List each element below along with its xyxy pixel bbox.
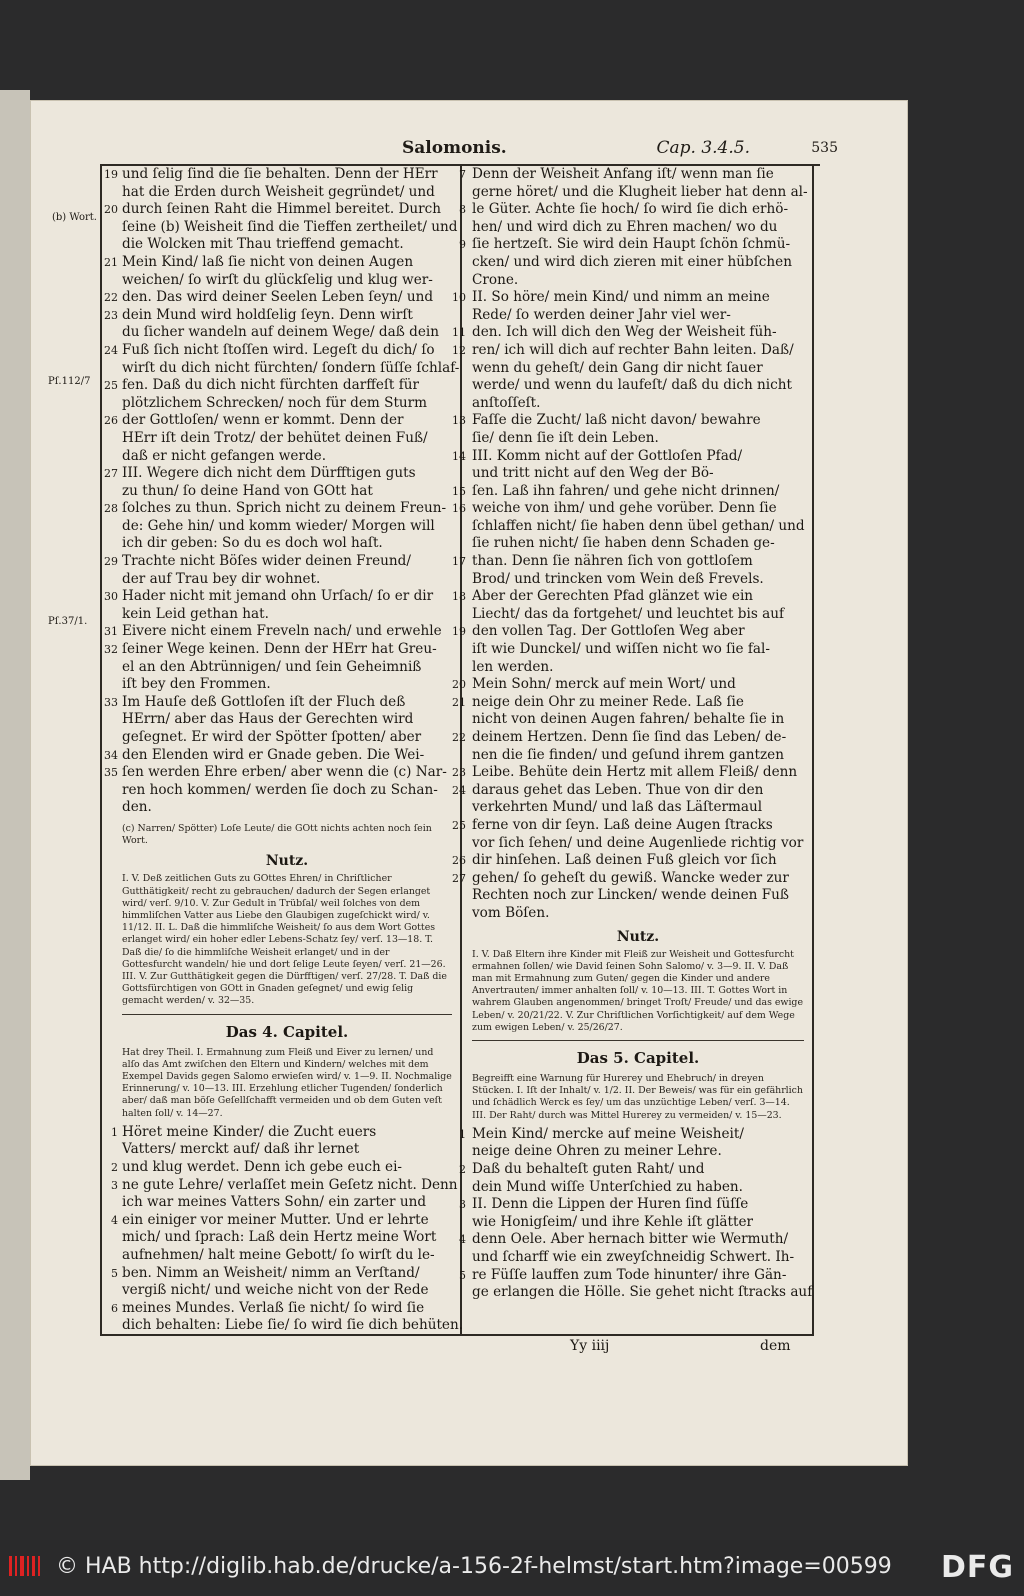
- line-text: ich war meines Vatters Sohn/ ein zarter und: [122, 1194, 427, 1211]
- chapter-reference: Cap. 3.4.5.: [656, 138, 750, 158]
- verse-number: 34: [104, 748, 118, 762]
- verse-number: 10: [452, 291, 466, 305]
- line-text: aufnehmen/ halt meine Gebott/ ſo wirſt du le-: [122, 1246, 435, 1263]
- line-text: ne gute Lehre/ verlaſſet mein Geſetz nicht. Denn: [122, 1176, 458, 1193]
- line-text: le Güter. Achte ſie hoch/ ſo wird ſie dich erhö-: [472, 201, 789, 218]
- chapter4-summary: Hat drey Theil. I. Ermahnung zum Fleiß und Eiver zu lernen/ und alſo das Amt zwiſchen den Eltern und Kindern/ welches mit dem Exempel Davids gegen Salomo erwieſen wird/ v. 1—9. II. Nochmalige Erinnerung/ v. 10—13. III. Erzehlung etlicher Tugenden/ ſonderlich aber/ daß man böſe Geſellſchafft vermeiden und ob dem Guten veſt halten ſoll/ v. 14—27.: [122, 1046, 452, 1119]
- line-text: geſegnet. Er wird der Spötter ſpotten/ aber: [122, 729, 422, 745]
- line-text: II. Denn die Lippen der Huren ſind ſüſſe: [472, 1196, 749, 1213]
- text-line: [122, 184, 452, 202]
- text-line: [472, 887, 804, 905]
- text-line: [104, 500, 452, 518]
- line-text: ren hoch kommen/ werden ſie doch zu Schan-: [122, 781, 438, 798]
- text-line: [122, 606, 452, 624]
- text-line: [472, 606, 804, 624]
- line-text: der Gottloſen/ wenn er kommt. Denn der: [122, 412, 404, 429]
- text-line: [472, 377, 804, 395]
- verse-number: 26: [104, 414, 118, 428]
- text-line: [452, 500, 804, 518]
- text-line: [111, 1264, 452, 1283]
- line-text: than. Denn ſie nähren ſich von gottloſem: [472, 553, 753, 570]
- line-text: III. Komm nicht auf der Gottloſen Pfad/: [472, 447, 743, 464]
- text-line: [472, 835, 804, 853]
- text-line: [452, 553, 804, 571]
- text-line: [104, 764, 452, 782]
- line-text: weichen/ ſo wirſt du glückſelig und klug wer-: [122, 271, 433, 288]
- line-text: und klug werdet. Denn ich gebe euch ei-: [122, 1159, 403, 1176]
- verse-number: 5: [459, 1268, 466, 1282]
- line-text: Denn der Weisheit Anfang iſt/ wenn man ſie: [472, 166, 774, 182]
- text-line: [111, 1299, 452, 1318]
- text-line: [472, 641, 804, 659]
- line-text: dein Mund wiſſe Unterſchied zu haben.: [472, 1178, 743, 1195]
- line-text: Faſſe die Zucht/ laß nicht davon/ bewahre: [472, 412, 761, 429]
- text-line: [452, 693, 804, 712]
- verse-number: 24: [104, 343, 118, 357]
- line-text: denn Oele. Aber hernach bitter wie Wermuth/: [472, 1231, 789, 1248]
- line-text: nen die ſie finden/ und geſund ihrem gantzen: [472, 746, 784, 763]
- verse-number: 8: [459, 203, 466, 217]
- chapter4-title: Das 4. Capitel.: [225, 1022, 349, 1041]
- line-text: Daß du behalteſt guten Raht/ und: [472, 1160, 705, 1177]
- verse-number: 6: [111, 1301, 118, 1315]
- verse-number: 27: [452, 871, 466, 885]
- text-line: [104, 693, 452, 712]
- line-text: len werden.: [472, 658, 554, 675]
- text-line: [104, 412, 452, 430]
- text-line: [122, 1282, 452, 1300]
- text-line: [459, 236, 804, 254]
- line-text: vom Böſen.: [472, 904, 550, 921]
- text-line: [104, 553, 452, 571]
- line-text: und tritt nicht auf den Weg der Bö-: [472, 465, 714, 482]
- text-line: [472, 1214, 804, 1232]
- line-text: HErrn/ aber das Haus der Gerechten wird: [122, 711, 414, 728]
- chapter4-verses: [111, 1123, 464, 1335]
- verse-number: 4: [459, 1233, 466, 1247]
- verse-number: 20: [104, 203, 118, 217]
- verse-number: 27: [104, 467, 118, 481]
- signature-mark: Yy iiij: [570, 1338, 610, 1354]
- line-text: ben. Nimm an Weisheit/ nimm an Verſtand/: [122, 1264, 420, 1281]
- catchword: dem: [760, 1338, 791, 1354]
- line-text: anſtoſſeſt.: [472, 394, 541, 411]
- line-text: II. So höre/ mein Kind/ und nimm an meine: [472, 289, 770, 306]
- line-text: Vatters/ merckt auf/ daß ihr lernet: [122, 1141, 360, 1158]
- text-line: [122, 483, 452, 501]
- line-text: dir hinſehen. Laß deinen Fuß gleich vor ſich: [472, 852, 777, 869]
- verse-number: 35: [104, 766, 118, 780]
- chapter5-verses: [459, 1125, 813, 1302]
- chapter5-summary: Begreifft eine Warnung für Hurerey und Ehebruch/ in dreyen Stücken. I. Iſt der Inhalt/ v. 1/2. II. Der Beweis/ was für ein gefährlich und ſchädlich Werck es ſey/ um das unzüchtige Leben/ verſ. 3—14. III. Der Raht/ durch was Mittel Hurerey zu vermeiden/ v. 15—23.: [472, 1072, 803, 1121]
- line-text: ſie ruhen nicht/ ſie haben denn Schaden ge-: [472, 535, 775, 552]
- text-line: [104, 253, 452, 272]
- verse-number: 17: [452, 555, 466, 569]
- verse-number: 21: [104, 255, 118, 269]
- verse-number: 30: [104, 590, 118, 604]
- line-text: ſie hertzeſt. Sie wird dein Haupt ſchön ſchmü-: [472, 236, 791, 253]
- text-line: [472, 711, 804, 729]
- verse-number: 28: [104, 502, 118, 516]
- line-text: wirſt du dich nicht fürchten/ ſondern ſüſſe ſchlaf-: [122, 359, 460, 376]
- barcode-icon: [8, 1554, 44, 1578]
- text-line: [122, 676, 452, 694]
- line-text: neige deine Ohren zu meiner Lehre.: [472, 1143, 722, 1160]
- line-text: neige dein Ohr zu meiner Rede. Laß ſie: [472, 693, 744, 710]
- margin-note-ps37: Pſ.37/1.: [48, 616, 88, 627]
- text-line: [472, 254, 804, 272]
- nutz-heading-left: Nutz.: [265, 853, 309, 870]
- text-line: [472, 272, 804, 290]
- line-text: de: Gehe hin/ und komm wieder/ Morgen will: [122, 517, 435, 534]
- line-text: deinem Hertzen. Denn ſie ſind das Leben/ de-: [472, 729, 787, 745]
- verse-number: 22: [452, 731, 466, 744]
- text-line: [111, 1211, 452, 1230]
- text-line: [472, 1179, 804, 1197]
- text-line: [472, 1284, 813, 1302]
- text-line: [122, 571, 452, 589]
- line-text: die Wolcken mit Thau trieffend gemacht.: [122, 236, 404, 253]
- line-text: plötzlichem Schrecken/ noch für dem Sturm: [122, 394, 428, 411]
- text-line: [122, 1141, 452, 1159]
- text-line: [452, 412, 804, 430]
- text-line: [122, 518, 452, 536]
- text-line: [122, 1229, 452, 1247]
- line-text: und ſelig ſind die ſie behalten. Denn der HErr: [122, 166, 438, 182]
- text-line: [452, 781, 804, 800]
- line-text: ich dir geben: So du es doch wol haſt.: [122, 535, 383, 552]
- line-text: mich/ und ſprach: Laß dein Hertz meine Wort: [122, 1229, 437, 1246]
- verse-number: 2: [111, 1161, 118, 1175]
- text-line: [111, 1123, 452, 1142]
- text-line: [104, 306, 452, 325]
- verse-number: 19: [104, 168, 118, 181]
- verse-number: 33: [104, 695, 118, 709]
- verse-number: 18: [452, 590, 466, 604]
- line-text: hen/ und wird dich zu Ehren machen/ wo du: [472, 218, 778, 235]
- text-line: [111, 1176, 458, 1195]
- nutz-text-left: I. V. Deß zeitlichen Guts zu GOttes Ehren/ in Chriſtlicher Gutthätigkeit/ recht zu gebrauchen/ dadurch der Segen erlanget wird/ verſ. 9/10. V. Zur Gedult in Trübſal/ weil ſolches von dem himmliſchen Vatter aus Liebe den Glaubigen zugeſchickt wird/ v. 11/12. II. L. Daß die himmliſche Weisheit/ ſo aus dem Wort Gottes erlanget wird/ ein hoher edler Lebens-Schatz ſey/ verſ. 13—18. T. Daß die/ ſo die himmliſche Weisheit erlanget/ und in der Gottesfurcht wandeln/ hie und dort ſelige Leute ſeyen/ verſ. 21—26. III. V. Zur Gutthätigkeit gegen die Dürfftigen/ verſ. 27/28. T. Daß die Gottsfürchtigen von GOtt in Gnaden geſegnet/ und ewig ſelig gemacht werden/ v. 32—35.: [122, 873, 447, 1007]
- text-line: [472, 905, 804, 923]
- line-text: ſen werden Ehre erben/ aber wenn die (c) Nar-: [122, 764, 447, 781]
- line-text: den.: [122, 799, 152, 816]
- text-line: [459, 1196, 804, 1214]
- text-line: [459, 1160, 804, 1179]
- verse-number: 1: [459, 1127, 466, 1141]
- text-line: [104, 166, 452, 184]
- line-text: hat die Erden durch Weisheit gegründet/ und: [122, 183, 435, 200]
- text-line: [459, 1266, 804, 1285]
- text-line: [472, 1143, 804, 1161]
- text-line: [122, 448, 452, 466]
- line-text: den vollen Tag. Der Gottloſen Weg aber: [472, 623, 745, 640]
- verse-number: 7: [459, 168, 466, 181]
- text-line: [472, 747, 804, 765]
- line-text: Liecht/ das da fortgehet/ und leuchtet bis auf: [472, 605, 785, 622]
- line-text: Eivere nicht einem Freveln nach/ und erwehle: [122, 623, 442, 640]
- line-text: wenn du geheſt/ dein Gang dir nicht ſauer: [472, 359, 763, 376]
- text-line: [122, 782, 452, 800]
- line-text: du ſicher wandeln auf deinem Wege/ daß dein: [122, 324, 439, 341]
- verse-number: 5: [111, 1266, 118, 1280]
- line-text: kein Leid gethan hat.: [122, 605, 269, 622]
- text-line: [472, 219, 804, 237]
- text-line: [104, 623, 452, 641]
- text-line: [452, 482, 804, 501]
- verse-number: 25: [452, 818, 466, 832]
- text-line: [122, 1194, 452, 1212]
- line-text: ſeiner Wege keinen. Denn der HErr hat Greu-: [122, 641, 437, 658]
- verse-number: 31: [104, 625, 118, 639]
- text-line: [122, 272, 452, 290]
- text-line: [452, 729, 804, 747]
- line-text: daraus gehet das Leben. Thue von dir den: [472, 781, 764, 798]
- line-text: Aber der Gerechten Pfad glänzet wie ein: [472, 588, 754, 605]
- line-text: dich behalten: Liebe ſie/ ſo wird ſie dich behüten.: [122, 1317, 464, 1334]
- text-line: [122, 430, 452, 448]
- line-text: Hader nicht mit jemand ohn Urſach/ ſo er dir: [122, 588, 434, 605]
- verse-number: 1: [111, 1125, 118, 1139]
- text-line: [104, 201, 452, 219]
- line-text: ferne von dir ſeyn. Laß deine Augen ſtracks: [472, 816, 773, 833]
- verse-number: 13: [452, 414, 466, 428]
- text-line: [452, 289, 804, 307]
- line-text: Trachte nicht Böſes wider deinen Freund/: [122, 553, 411, 570]
- text-line: [104, 641, 452, 659]
- verse-number: 23: [104, 308, 118, 322]
- right-outer-rule: [812, 166, 814, 1336]
- text-line: [452, 816, 804, 835]
- text-line: [459, 166, 804, 184]
- dfg-logo: DFG: [940, 1550, 1014, 1585]
- line-text: wie Honigſeim/ und ihre Kehle iſt glätter: [472, 1213, 753, 1230]
- text-line: [104, 588, 452, 606]
- verse-number: 9: [459, 238, 466, 252]
- line-text: und ſcharff wie ein zweyſchneidig Schwert. Ih-: [472, 1248, 795, 1265]
- line-text: vergiß nicht/ und weiche nicht von der Rede: [122, 1282, 429, 1299]
- verse-number: 29: [104, 555, 118, 569]
- line-text: Im Hauſe deß Gottloſen iſt der Fluch deß: [122, 693, 406, 710]
- line-text: III. Wegere dich nicht dem Dürfftigen guts: [122, 465, 416, 482]
- text-line: [452, 623, 804, 641]
- line-text: gerne höret/ und die Klugheit lieber hat denn al-: [472, 183, 808, 200]
- verse-number: 21: [452, 695, 466, 709]
- verse-number: 25: [104, 379, 118, 393]
- line-text: Leibe. Behüte dein Hertz mit allem Fleiß/ denn: [472, 764, 798, 781]
- text-line: [459, 201, 804, 219]
- text-line: [122, 395, 452, 413]
- verse-number: 11: [452, 326, 466, 340]
- text-line: [472, 1249, 804, 1267]
- divider-right: [472, 1040, 804, 1041]
- text-line: [104, 746, 452, 765]
- line-text: iſt wie Dunckel/ und wiſſen nicht wo ſie fal-: [472, 641, 770, 658]
- text-line: [472, 430, 804, 448]
- verse-number: 22: [104, 291, 118, 305]
- text-line: [472, 571, 804, 589]
- line-text: ren/ ich will dich auf rechter Bahn leiten. Daß/: [472, 341, 794, 358]
- credit-bar: [0, 1540, 1024, 1596]
- text-line: [122, 1247, 452, 1265]
- verse-number: 15: [452, 484, 466, 498]
- text-line: [122, 535, 452, 553]
- text-line: [104, 465, 452, 483]
- text-line: [122, 659, 452, 677]
- line-text: den. Das wird deiner Seelen Leben ſeyn/ und: [122, 289, 434, 306]
- running-head: [100, 134, 838, 166]
- text-line: [104, 341, 452, 360]
- right-text-column: [452, 166, 813, 1336]
- verse-number: 4: [111, 1213, 118, 1227]
- text-line: [452, 852, 804, 870]
- verse-number: 3: [459, 1198, 466, 1212]
- running-title: Salomonis.: [402, 138, 507, 158]
- line-text: Brod/ und trincken vom Wein deß Frevels.: [472, 570, 764, 587]
- nutz-heading-right: Nutz.: [616, 928, 660, 945]
- page-number: 535: [811, 140, 838, 156]
- text-line: [472, 360, 804, 378]
- line-text: cken/ und wird dich zieren mit einer hübſchen: [472, 253, 792, 270]
- verse-number: 23: [452, 766, 466, 780]
- verse-number: 14: [452, 449, 466, 463]
- text-line: [111, 1159, 452, 1177]
- line-text: Rechten noch zur Lincken/ wende deinen Fuß: [472, 887, 790, 904]
- text-line: [122, 799, 452, 817]
- text-line: [452, 324, 804, 342]
- line-text: fen. Daß du dich nicht fürchten darffeſt für: [122, 377, 419, 394]
- verse-number: 19: [452, 625, 466, 639]
- line-text: weiche von ihm/ und gehe vorüber. Denn ſie: [472, 500, 777, 517]
- line-text: Mein Kind/ laß ſie nicht von deinen Augen: [122, 253, 414, 270]
- margin-note-ps112: Pſ.112/7: [48, 376, 91, 387]
- line-text: verkehrten Mund/ und laß das Läſtermaul: [472, 799, 763, 816]
- line-text: zu thun/ ſo deine Hand von GOtt hat: [122, 482, 373, 499]
- text-line: [472, 395, 804, 413]
- line-text: den. Ich will dich den Weg der Weisheit füh-: [472, 324, 777, 341]
- text-line: [122, 324, 452, 342]
- text-line: [122, 729, 452, 747]
- verse-number: 26: [452, 854, 466, 868]
- chapter5-title: Das 5. Capitel.: [576, 1048, 700, 1067]
- line-text: vor ſich ſehen/ und deine Augenliede richtig vor: [472, 834, 804, 851]
- line-text: der auf Trau bey dir wohnet.: [122, 570, 321, 587]
- text-line: [452, 447, 804, 466]
- verse-number: 16: [452, 502, 466, 516]
- line-text: ſie/ denn ſie iſt dein Leben.: [472, 429, 659, 446]
- line-text: ſchlaffen nicht/ ſie haben denn übel gethan/ und: [472, 517, 805, 534]
- divider-left: [122, 1014, 452, 1015]
- text-line: [104, 377, 452, 395]
- line-text: iſt bey den Frommen.: [122, 676, 271, 693]
- text-line: [472, 518, 804, 536]
- verse-number: 12: [452, 343, 466, 357]
- line-text: gehen/ ſo geheſt du gewiß. Wancke weder zur: [472, 869, 789, 886]
- line-text: den Elenden wird er Gnade geben. Die Wei-: [122, 746, 425, 763]
- text-line: [452, 588, 804, 606]
- text-line: [452, 676, 804, 694]
- verse-number: 2: [459, 1162, 466, 1176]
- text-line: [122, 1317, 464, 1335]
- line-text: durch ſeinen Raht die Himmel bereitet. Durch: [122, 201, 442, 218]
- line-text: daß er nicht gefangen werde.: [122, 447, 327, 464]
- text-line: [472, 535, 804, 553]
- text-line: [472, 307, 804, 325]
- verse-number: 20: [452, 678, 466, 692]
- line-text: ſen. Laß ihn fahren/ und gehe nicht drinnen/: [472, 482, 780, 499]
- chapter4-continued-verses: [452, 166, 808, 923]
- footnote-narren: (c) Narren/ Spötter) Loſe Leute/ die GOtt nichts achten noch ſein Wort.: [122, 822, 432, 847]
- text-line: [122, 218, 458, 237]
- text-line: [104, 289, 452, 307]
- verse-number: 3: [111, 1178, 118, 1192]
- verse-number: 32: [104, 643, 118, 657]
- line-text: HErr iſt dein Trotz/ der behütet deinen Fuß/: [122, 429, 428, 446]
- line-text: Höret meine Kinder/ die Zucht euers: [122, 1123, 377, 1140]
- text-line: [459, 1125, 804, 1144]
- line-text: werde/ und wenn du laufeſt/ daß du dich nicht: [472, 377, 792, 394]
- line-text: re Füſſe lauffen zum Tode hinunter/ ihre Gän-: [472, 1266, 787, 1283]
- line-text: dein Mund wird holdſelig ſeyn. Denn wirſt: [122, 306, 413, 323]
- line-text: ge erlangen die Hölle. Sie gehet nicht ſtracks auf: [472, 1284, 813, 1301]
- line-text: Crone.: [472, 271, 519, 288]
- text-line: [472, 465, 804, 483]
- line-text: nicht von deinen Augen fahren/ behalte ſie in: [472, 711, 785, 728]
- margin-note-wort: (b) Wort.: [52, 212, 97, 223]
- text-line: [459, 1231, 804, 1249]
- text-line: [122, 359, 460, 378]
- text-line: [452, 764, 804, 782]
- line-text: ſeine (b) Weisheit ſind die Tieffen zertheilet/ und: [122, 218, 458, 235]
- line-text: Fuß ſich nicht ſtoſſen wird. Legeſt du dich/ ſo: [122, 341, 435, 358]
- line-text: meines Mundes. Verlaß ſie nicht/ ſo wird ſie: [122, 1299, 425, 1316]
- line-text: ſolches zu thun. Sprich nicht zu deinem Freun-: [122, 500, 447, 517]
- text-line: [472, 659, 804, 677]
- text-line: [452, 341, 804, 360]
- text-line: [122, 711, 452, 729]
- line-text: ein einiger vor meiner Mutter. Und er lehrte: [122, 1211, 429, 1228]
- credit-url[interactable]: © HAB http://diglib.hab.de/drucke/a-156-2f-helmst/start.htm?image=00599: [56, 1554, 892, 1579]
- line-text: el an den Abtrünnigen/ und ſein Geheimniß: [122, 658, 422, 675]
- text-line: [122, 236, 452, 254]
- line-text: Mein Sohn/ merck auf mein Wort/ und: [472, 676, 736, 693]
- nutz-text-right: I. V. Daß Eltern ihre Kinder mit Fleiß zur Weisheit und Gottesfurcht ermahnen ſollen/ wie David ſeinen Sohn Salomo/ v. 3—9. II. V. Daß man mit Ermahnung zum Guten/ gegen die Kinder und andere Anvertrauten/ immer anhalten ſoll/ v. 10—13. III. T. Gottes Wort in wahrem Glauben angenommen/ bringet Troſt/ Freude/ und das ewige Leben/ v. 20/21/22. V. Zur Chriſtlichen Vorſichtigkeit/ auf dem Wege zum ewigen Leben/ v. 25/26/27.: [472, 948, 803, 1033]
- text-line: [472, 183, 808, 202]
- verse-number: 24: [452, 783, 466, 797]
- adjacent-page-edge: [0, 90, 30, 1480]
- line-text: Mein Kind/ mercke auf meine Weisheit/: [472, 1125, 744, 1142]
- text-line: [452, 869, 804, 888]
- text-line: [472, 799, 804, 817]
- line-text: Rede/ ſo werden deiner Jahr viel wer-: [472, 306, 731, 323]
